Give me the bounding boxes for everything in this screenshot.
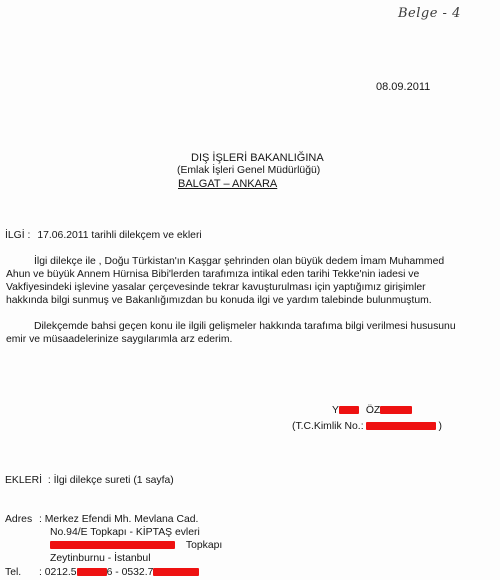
paragraph-1-line: hakkında bilgi sunmuş ve Bakanlığımızdan bu konuda ilgi ve yardım talebinde bulunmuştum. [6,295,432,306]
recipient-address: BALGAT – ANKARA [178,178,278,190]
signature-id-line [292,420,442,433]
address-line-1: : Merkez Efendi Mh. Mevlana Cad. [39,514,199,525]
ekleri-label: EKLERİ [5,475,42,486]
address-label: Adres [5,514,33,525]
recipient-department: (Emlak İşleri Genel Müdürlüğü) [177,165,321,176]
address-line-2: No.94/E Topkapı - KİPTAŞ evleri [50,527,200,538]
letter-date: 08.09.2011 [376,81,431,93]
signature-name-mid: ÖZ [365,405,381,416]
paragraph-1-line: Ahun ve büyük Annem Hürnisa Bibi'lerden tarafımıza intikal eden tarihi Tekke'nin iadesi ve [6,269,420,280]
body-paragraph-1 [6,255,496,307]
address-line-3-suffix: Topkapı [185,540,223,551]
ekleri-text: : İlgi dilekçe sureti (1 sayfa) [47,475,174,486]
signature-name [332,404,412,417]
redaction-mark [77,568,107,576]
paragraph-1-line: Vakfiyesindeki işlevine yasalar çerçevesinde tekrar kavuşturulması için yaptığımız girişimler [6,282,426,293]
tel-label: Tel. [5,567,22,578]
signature-id-label: (T.C.Kimlik No.: [292,421,364,432]
ekleri-line [5,474,174,487]
ilgi-text: 17.06.2011 tarihli dilekçem ve ekleri [37,230,202,241]
address-line-3 [50,539,222,552]
paragraph-2-line: emir ve müsaadelerinize saygılarımla arz ederim. [6,334,233,345]
redaction-mark [50,541,175,549]
redaction-mark [153,568,199,576]
tel-line [39,566,199,579]
tel-mid: 6 - 0532.7 [106,567,154,578]
ilgi-line [5,229,202,242]
recipient-ministry: DIŞ İŞLERİ BAKANLIĞINA [191,152,324,164]
signature-id-close: ) [438,421,442,432]
redaction-mark [366,422,436,430]
redaction-mark [339,406,359,414]
paragraph-2-line: Dilekçemde bahsi geçen konu ile ilgili gelişmeler hakkında tarafıma bilgi verilmesi hususunu [34,321,456,332]
redaction-mark [380,406,412,414]
body-paragraph-2 [6,320,496,346]
tel-prefix: : 0212.5 [39,567,77,578]
ilgi-label: İLGİ : [5,230,31,241]
handwritten-document-number: Belge - 4 [398,6,461,21]
address-line-4: Zeytinburnu - İstanbul [50,553,151,564]
paragraph-1-line: İlgi dilekçe ile , Doğu Türkistan'ın Kaşgar şehrinden olan büyük dedem İmam Muhammed [34,256,445,267]
signature-name-start: Y [332,405,339,416]
